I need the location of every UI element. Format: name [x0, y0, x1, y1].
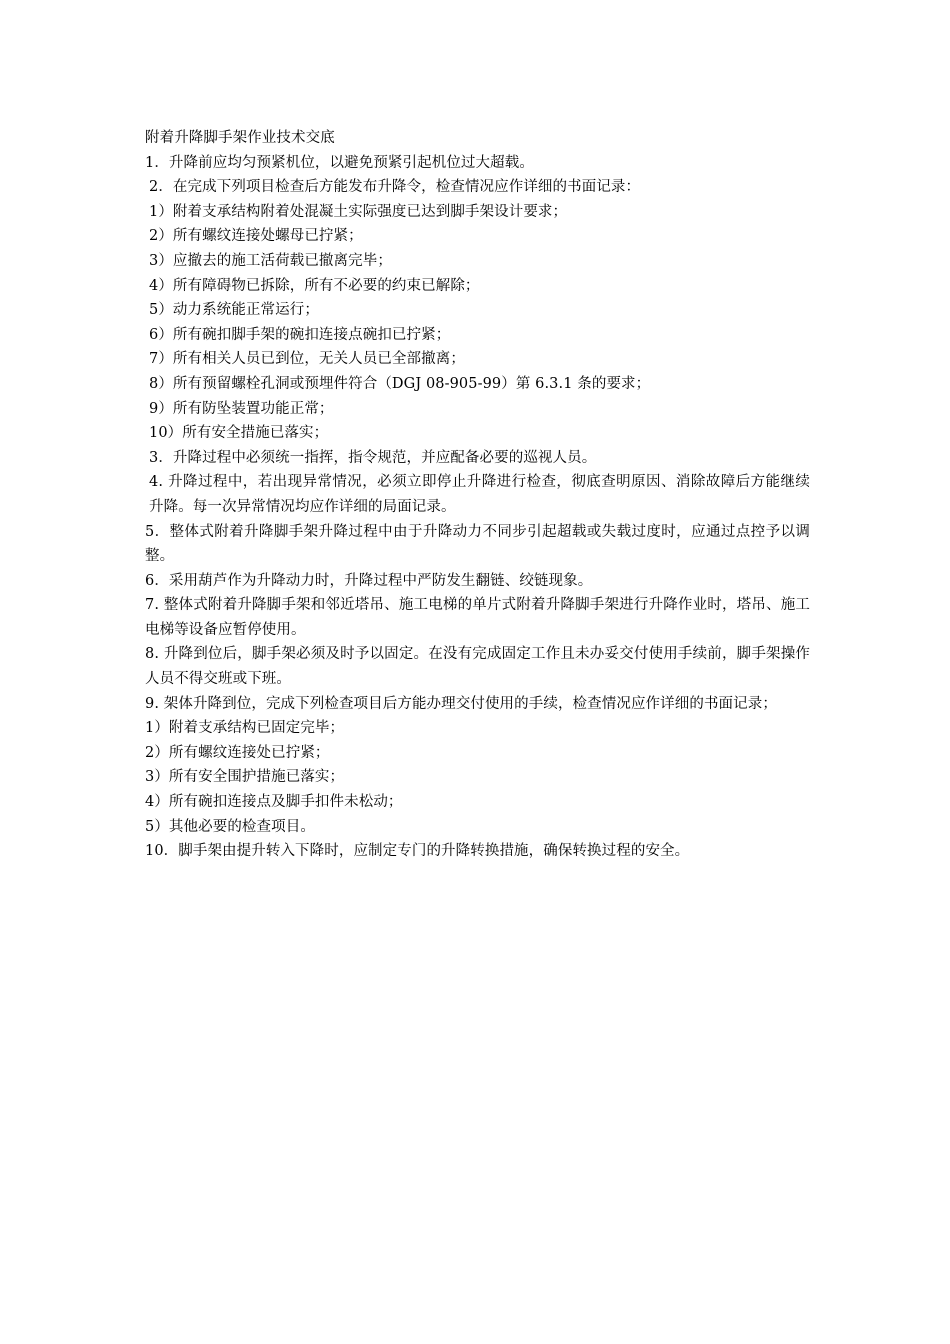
- final-checklist-item-1: 1）附着支承结构已固定完毕；: [145, 720, 345, 737]
- checklist-item-6: 6）所有碗扣脚手架的碗扣连接点碗扣已拧紧；: [149, 326, 451, 343]
- checklist-item-3: 3）应撤去的施工活荷载已撤离完毕；: [149, 252, 392, 269]
- document-title: 附着升降脚手架作业技术交底: [145, 130, 335, 146]
- paragraph-1: 1．升降前应均匀预紧机位，以避免预紧引起机位过大超载。: [145, 154, 534, 171]
- checklist-item-2: 2）所有螺纹连接处螺母已拧紧；: [149, 228, 363, 245]
- final-checklist-item-3: 3）所有安全围护措施已落实；: [145, 769, 345, 786]
- paragraph-3: 3．升降过程中必须统一指挥，指令规范，并应配备必要的巡视人员。: [149, 449, 597, 466]
- checklist-item-10: 10）所有安全措施已落实；: [149, 425, 329, 442]
- paragraph-5: 5．整体式附着升降脚手架升降过程中由于升降动力不同步引起超载或失载过度时，应通过点控予以调整。: [145, 523, 810, 565]
- checklist-item-5: 5）动力系统能正常运行；: [149, 302, 319, 319]
- paragraph-7: 7. 整体式附着升降脚手架和邻近塔吊、施工电梯的单片式附着升降脚手架进行升降作业时，塔吊、施工电梯等设备应暂停使用。: [145, 597, 810, 638]
- checklist-item-1: 1）附着支承结构附着处混凝土实际强度已达到脚手架设计要求；: [149, 203, 568, 220]
- final-checklist-item-2: 2）所有螺纹连接处已拧紧；: [145, 744, 330, 761]
- document-body: [145, 126, 810, 864]
- checklist-item-9: 9）所有防坠装置功能正常；: [149, 400, 334, 417]
- paragraph-10: 10．脚手架由提升转入下降时，应制定专门的升降转换措施，确保转换过程的安全。: [145, 843, 690, 860]
- paragraph-6: 6．采用葫芦作为升降动力时，升降过程中严防发生翻链、绞链现象。: [145, 572, 593, 589]
- checklist-item-7: 7）所有相关人员已到位，无关人员已全部撤离；: [149, 351, 465, 368]
- final-checklist-item-4: 4）所有碗扣连接点及脚手扣件未松动；: [145, 794, 403, 811]
- final-checklist-item-5: 5）其他必要的检查项目。: [145, 818, 315, 835]
- paragraph-9: 9. 架体升降到位，完成下列检查项目后方能办理交付使用的手续，检查情况应作详细的书面记录；: [145, 695, 777, 712]
- paragraph-4: 4. 升降过程中，若出现异常情况，必须立即停止升降进行检查，彻底查明原因、消除故障后方能继续升降。每一次异常情况均应作详细的局面记录。: [149, 474, 810, 515]
- checklist-item-8: 8）所有预留螺栓孔洞或预埋件符合（DGJ 08-905-99）第 6.3.1 条的要求；: [149, 375, 651, 392]
- checklist-item-4: 4）所有障碍物已拆除，所有不必要的约束已解除；: [149, 277, 480, 294]
- paragraph-8: 8. 升降到位后，脚手架必须及时予以固定。在没有完成固定工作且未办妥交付使用手续前，脚手架操作人员不得交班或下班。: [145, 646, 810, 688]
- paragraph-2: 2．在完成下列项目检查后方能发布升降令，检查情况应作详细的书面记录：: [149, 179, 641, 196]
